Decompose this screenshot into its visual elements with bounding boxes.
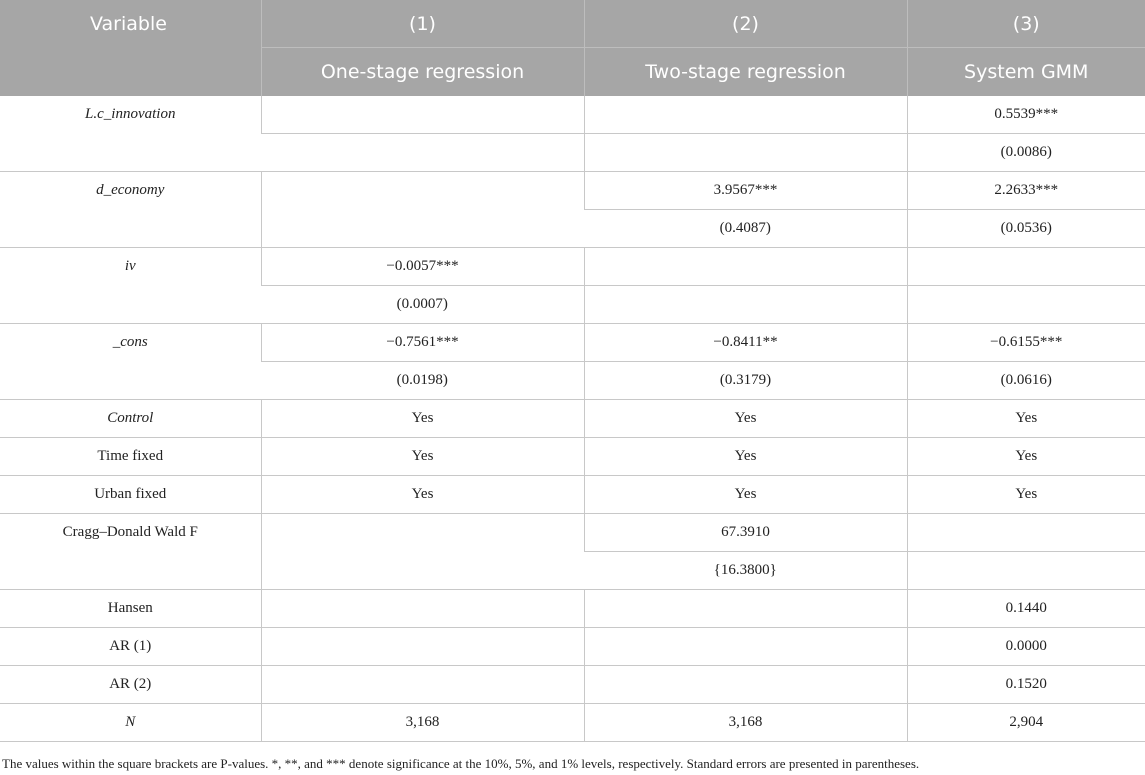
- row-label-d-economy: d_economy: [0, 172, 261, 248]
- cell-pvalue: {16.3800}: [584, 552, 907, 590]
- row-label-hansen: Hansen: [0, 590, 261, 628]
- cell: [584, 628, 907, 666]
- row-label-n: N: [0, 704, 261, 742]
- cell: [261, 590, 584, 628]
- cell: [907, 286, 1145, 324]
- row-label-control: Control: [0, 400, 261, 438]
- cell: [261, 134, 584, 172]
- header-variable: Variable: [0, 0, 261, 48]
- table-row: [0, 590, 1145, 628]
- cell: [584, 666, 907, 704]
- cell: [261, 172, 584, 248]
- row-label-iv: iv: [0, 248, 261, 324]
- row-label-cragg-donald: Cragg–Donald Wald F: [0, 514, 261, 590]
- cell-stat: 67.3910: [584, 514, 907, 552]
- table-row: [0, 476, 1145, 514]
- header-row-methods: [0, 48, 1145, 97]
- header-col2-method: Two-stage regression: [584, 48, 907, 97]
- cell: 3,168: [261, 704, 584, 742]
- cell: 2,904: [907, 704, 1145, 742]
- cell-se: (0.3179): [584, 362, 907, 400]
- cell: [584, 134, 907, 172]
- cell: Yes: [261, 438, 584, 476]
- header-col1: (1): [261, 0, 584, 48]
- cell-coef: 3.9567***: [584, 172, 907, 210]
- row-label-ar1: AR (1): [0, 628, 261, 666]
- table-footnote: The values within the square brackets are P-values. *, **, and *** denote significance at the 10%, 5%, and 1% levels, respectively. Standard errors are presented in parentheses.: [2, 756, 920, 771]
- table-row: [0, 96, 1145, 134]
- cell: Yes: [584, 438, 907, 476]
- cell: [584, 286, 907, 324]
- cell-se: (0.0536): [907, 210, 1145, 248]
- cell-se: (0.4087): [584, 210, 907, 248]
- header-empty: [0, 48, 261, 97]
- table-row: [0, 400, 1145, 438]
- cell: [907, 552, 1145, 590]
- row-label-urban-fixed: Urban fixed: [0, 476, 261, 514]
- cell: Yes: [907, 438, 1145, 476]
- cell: Yes: [907, 476, 1145, 514]
- cell: [261, 514, 584, 590]
- table-row: [0, 324, 1145, 362]
- cell: 0.1520: [907, 666, 1145, 704]
- cell: [584, 590, 907, 628]
- table-row: [0, 704, 1145, 742]
- header-col3: (3): [907, 0, 1145, 48]
- cell: Yes: [261, 476, 584, 514]
- table-row: [0, 248, 1145, 286]
- table-row: [0, 628, 1145, 666]
- cell: [907, 514, 1145, 552]
- header-row-numbers: [0, 0, 1145, 48]
- cell: [584, 96, 907, 134]
- cell: [261, 96, 584, 134]
- cell: 0.1440: [907, 590, 1145, 628]
- row-label-lc-innovation: L.c_innovation: [0, 96, 261, 172]
- cell: 3,168: [584, 704, 907, 742]
- header-col1-method: One-stage regression: [261, 48, 584, 97]
- row-label-ar2: AR (2): [0, 666, 261, 704]
- cell: Yes: [584, 476, 907, 514]
- cell: Yes: [584, 400, 907, 438]
- row-label-time-fixed: Time fixed: [0, 438, 261, 476]
- header-col2: (2): [584, 0, 907, 48]
- table-row: [0, 666, 1145, 704]
- cell-se: (0.0198): [261, 362, 584, 400]
- table-row: [0, 438, 1145, 476]
- header-col3-method: System GMM: [907, 48, 1145, 97]
- table-row: [0, 172, 1145, 210]
- cell-coef: 2.2633***: [907, 172, 1145, 210]
- table-row: [0, 514, 1145, 552]
- cell-coef: −0.7561***: [261, 324, 584, 362]
- cell-se: (0.0616): [907, 362, 1145, 400]
- cell: [261, 666, 584, 704]
- cell-se: (0.0007): [261, 286, 584, 324]
- cell: Yes: [907, 400, 1145, 438]
- cell-coef: −0.8411**: [584, 324, 907, 362]
- cell: [907, 248, 1145, 286]
- cell: 0.0000: [907, 628, 1145, 666]
- cell-se: (0.0086): [907, 134, 1145, 172]
- cell-coef: −0.6155***: [907, 324, 1145, 362]
- row-label-cons: _cons: [0, 324, 261, 400]
- cell: [584, 248, 907, 286]
- cell: Yes: [261, 400, 584, 438]
- cell-coef: −0.0057***: [261, 248, 584, 286]
- cell-coef: 0.5539***: [907, 96, 1145, 134]
- cell: [261, 628, 584, 666]
